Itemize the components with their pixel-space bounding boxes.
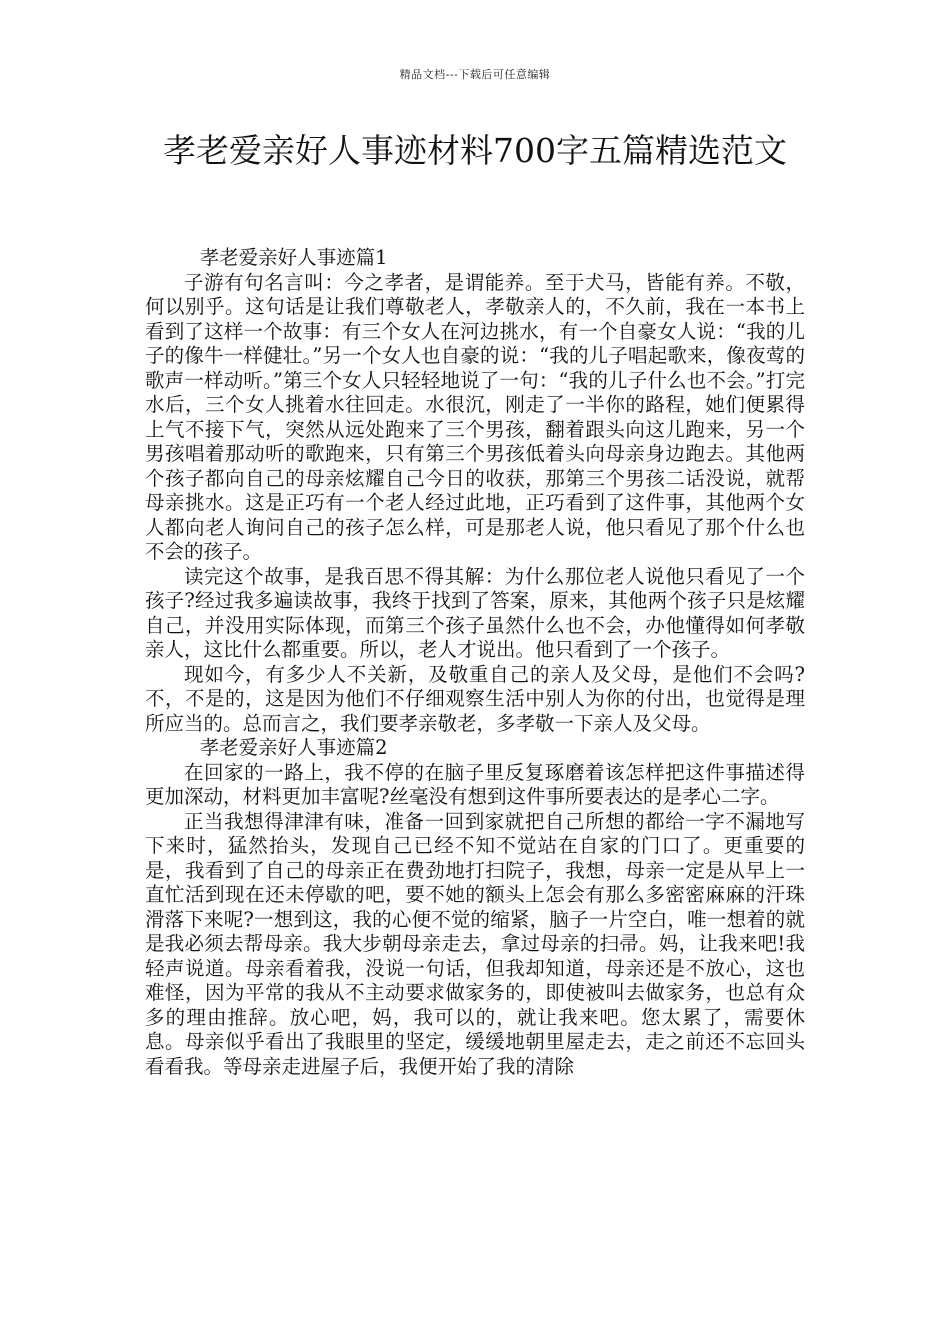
document-body — [145, 246, 805, 1079]
section-heading: 孝老爱亲好人事迹篇1 — [199, 246, 388, 269]
paragraph: 现如今，有多少人不关新，及敬重自己的亲人及父母，是他们不会吗?不，不是的，这是因为他们不仔细观察生活中别人为你的付出，也觉得是理所应当的。总而言之，我们要孝亲敬老，多孝敬一下亲人及父母。 — [145, 662, 805, 735]
paragraph: 读完这个故事，是我百思不得其解：为什么那位老人说他只看见了一个孩子?经过我多遍读故事，我终于找到了答案，原来，其他两个孩子只是炫耀自己，并没用实际体现，而第三个孩子虽然什么也不会，办他懂得如何孝敬亲人，这比什么都重要。所以，老人才说出。他只看到了一个孩子。 — [145, 564, 805, 661]
paragraph: 在回家的一路上，我不停的在脑子里反复琢磨着该怎样把这件事描述得更加深动，材料更加丰富呢?丝毫没有想到这件事所要表达的是孝心二字。 — [145, 760, 805, 808]
section-heading: 孝老爱亲好人事迹篇2 — [199, 736, 388, 759]
page-header-note: 精品文档---下载后可任意编辑 — [399, 68, 551, 81]
document-title: 孝老爱亲好人事迹材料700字五篇精选范文 — [163, 131, 787, 170]
paragraph: 子游有句名言叫：今之孝者，是谓能养。至于犬马，皆能有养。不敬，何以别乎。这句话是让我们尊敬老人，孝敬亲人的，不久前，我在一本书上看到了这样一个故事：有三个女人在河边挑水，有一个自豪女人说：“我的儿子的像牛一样健壮。”另一个女人也自豪的说：“我的儿子唱起歌来，像夜莺的歌声一样动听。”第三个女人只轻轻地说了一句：“我的儿子什么也不会。”打完水后，三个女人挑着水往回走。水很沉，刚走了一半你的路程，她们便累得上气不接下气，突然从远处跑来了三个男孩，翻着跟头向这儿跑来，另一个男孩唱着那动听的歌跑来，只有第三个男孩低着头向母亲身边跑去。其他两个孩子都向自己的母亲炫耀自己今日的收获，那第三个男孩二话没说，就帮母亲挑水。这是正巧有一个老人经过此地，正巧看到了这件事，其他两个女人都向老人询问自己的孩子怎么样，可是那老人说，他只看见了那个什么也不会的孩子。 — [145, 270, 805, 563]
paragraph: 正当我想得津津有味，准备一回到家就把自己所想的都给一字不漏地写下来时，猛然抬头，发现自己已经不知不觉站在自家的门口了。更重要的是，我看到了自己的母亲正在费劲地打扫院子，我想，母亲一定是从早上一直忙活到现在还未停歇的吧，要不她的额头上怎会有那么多密密麻麻的汗珠滑落下来呢?一想到这，我的心便不觉的缩紧，脑子一片空白，唯一想着的就是我必须去帮母亲。我大步朝母亲走去，拿过母亲的扫帚。妈，让我来吧!我轻声说道。母亲看着我，没说一句话，但我却知道，母亲还是不放心，这也难怪，因为平常的我从不主动要求做家务的，即使被叫去做家务，也总有众多的理由推辞。放心吧，妈，我可以的，就让我来吧。您太累了，需要休息。母亲似乎看出了我眼里的坚定，缓缓地朝里屋走去，走之前还不忘回头看看我。等母亲走进屋子后，我便开始了我的清除 — [145, 809, 805, 1078]
